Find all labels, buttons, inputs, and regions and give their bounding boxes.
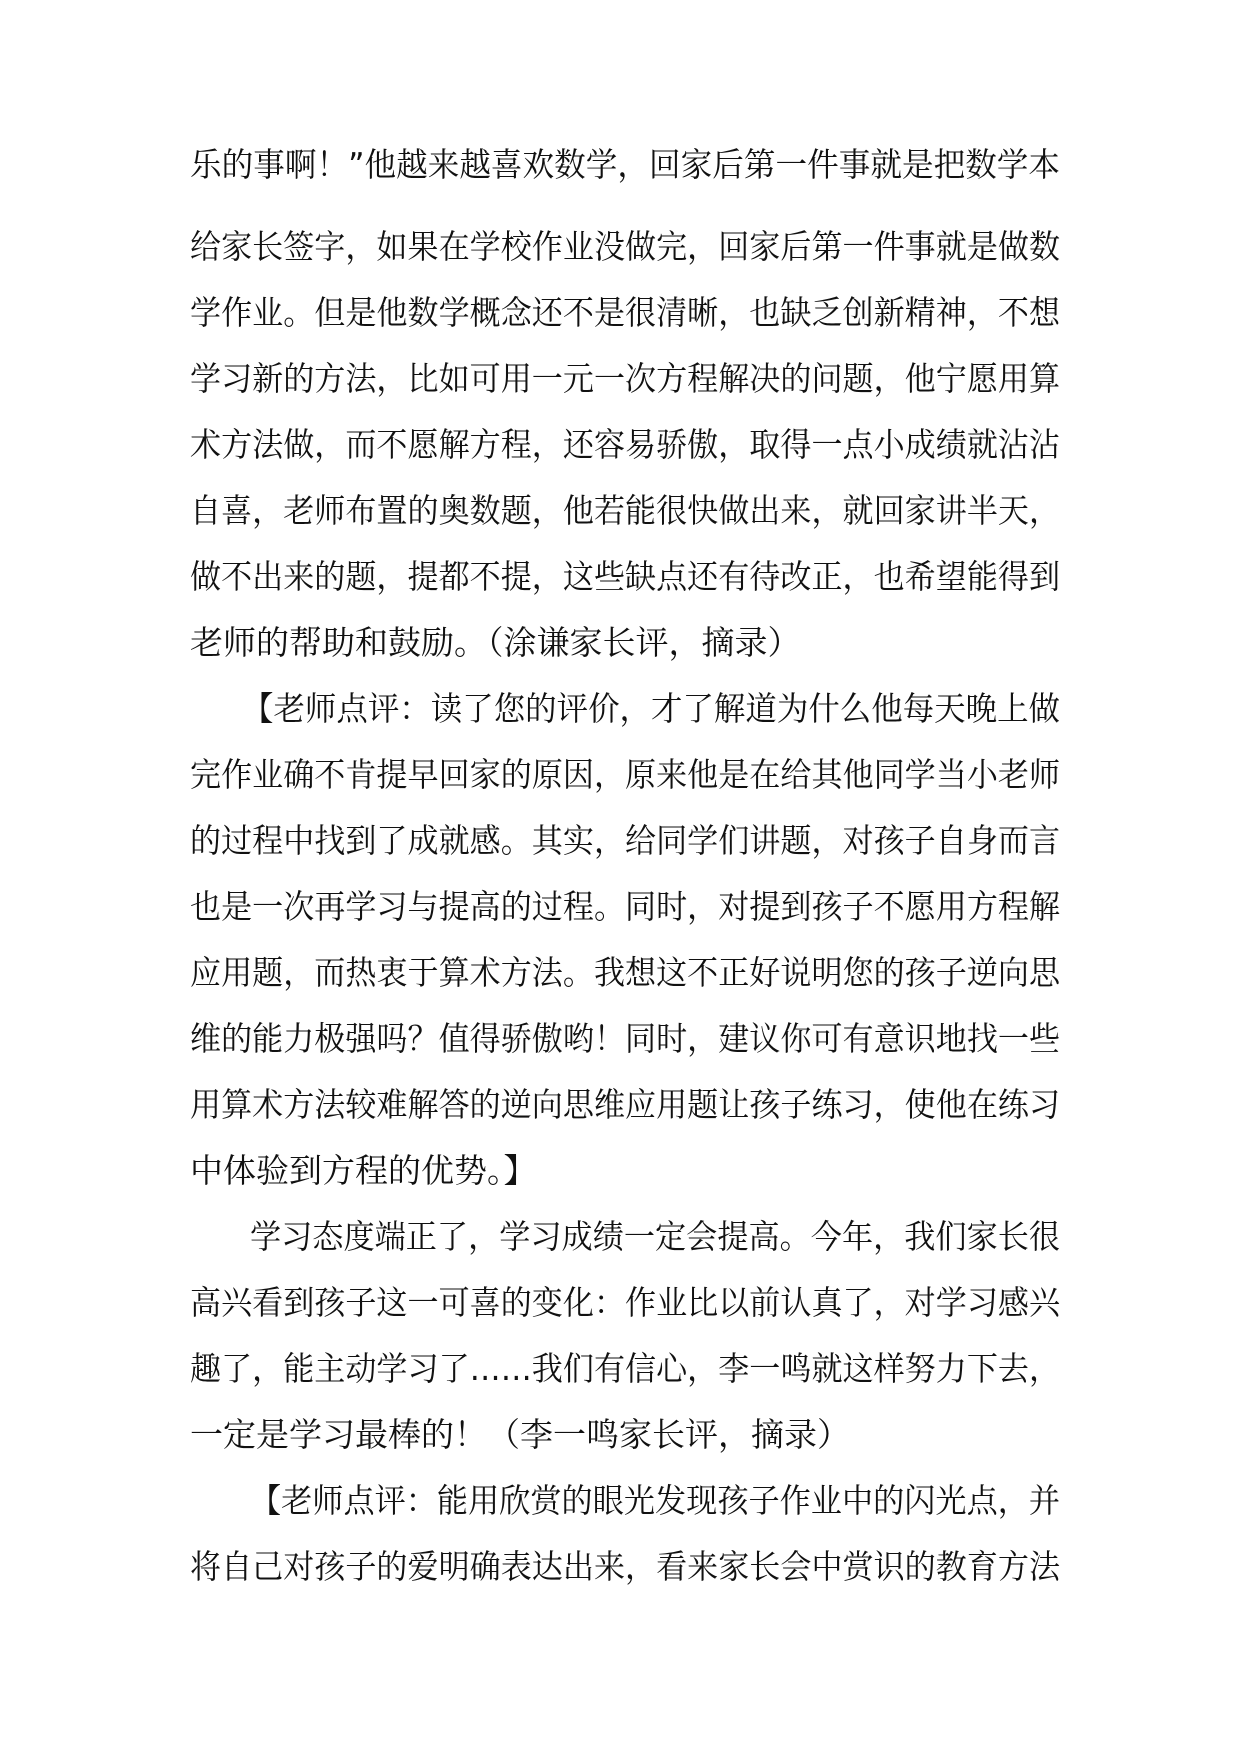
text-line-12: 也是一次再学习与提高的过程。同时，对提到孩子不愿用方程解 — [190, 887, 1061, 926]
text-line-3: 学作业。但是他数学概念还不是很清晰，也缺乏创新精神，不想 — [190, 293, 1061, 332]
text-line-6: 自喜，老师布置的奥数题，他若能很快做出来，就回家讲半天， — [190, 491, 1061, 530]
text-line-7: 做不出来的题，提都不提，这些缺点还有待改正，也希望能得到 — [190, 557, 1061, 596]
text-line-5: 术方法做，而不愿解方程，还容易骄傲，取得一点小成绩就沾沾 — [190, 425, 1061, 464]
text-line-4: 学习新的方法，比如可用一元一次方程解决的问题，他宁愿用算 — [190, 359, 1061, 398]
text-line-18: 高兴看到孩子这一可喜的变化：作业比以前认真了，对学习感兴 — [190, 1283, 1061, 1322]
teacher-comment-1-start: 【老师点评：读了您的评价，才了解道为什么他每天晚上做 — [242, 689, 1061, 728]
text-line-22: 将自己对孩子的爱明确表达出来，看来家长会中赏识的教育方法 — [190, 1547, 1061, 1586]
text-line-11: 的过程中找到了成就感。其实，给同学们讲题，对孩子自身而言 — [190, 821, 1061, 860]
text-line-10: 完作业确不肯提早回家的原因，原来他是在给其他同学当小老师 — [190, 755, 1061, 794]
text-line-15: 用算术方法较难解答的逆向思维应用题让孩子练习，使他在练习 — [190, 1085, 1061, 1124]
text-line-8: 老师的帮助和鼓励。（涂谦家长评，摘录） — [190, 623, 801, 662]
text-line-16: 中体验到方程的优势。】 — [190, 1151, 537, 1190]
text-line-1: 乐的事啊！”他越来越喜欢数学，回家后第一件事就是把数学本 — [190, 145, 1061, 184]
text-line-13: 应用题，而热衷于算术方法。我想这不正好说明您的孩子逆向思 — [190, 953, 1061, 992]
text-line-2: 给家长签字，如果在学校作业没做完，回家后第一件事就是做数 — [190, 227, 1061, 266]
text-line-19: 趣了，能主动学习了……我们有信心，李一鸣就这样努力下去， — [190, 1349, 1061, 1388]
parent-comment-2-start: 学习态度端正了，学习成绩一定会提高。今年，我们家长很 — [250, 1217, 1061, 1256]
text-line-20: 一定是学习最棒的！（李一鸣家长评，摘录） — [190, 1415, 850, 1454]
text-line-14: 维的能力极强吗？值得骄傲哟！同时，建议你可有意识地找一些 — [190, 1019, 1061, 1058]
teacher-comment-2-start: 【老师点评：能用欣赏的眼光发现孩子作业中的闪光点，并 — [250, 1481, 1061, 1520]
